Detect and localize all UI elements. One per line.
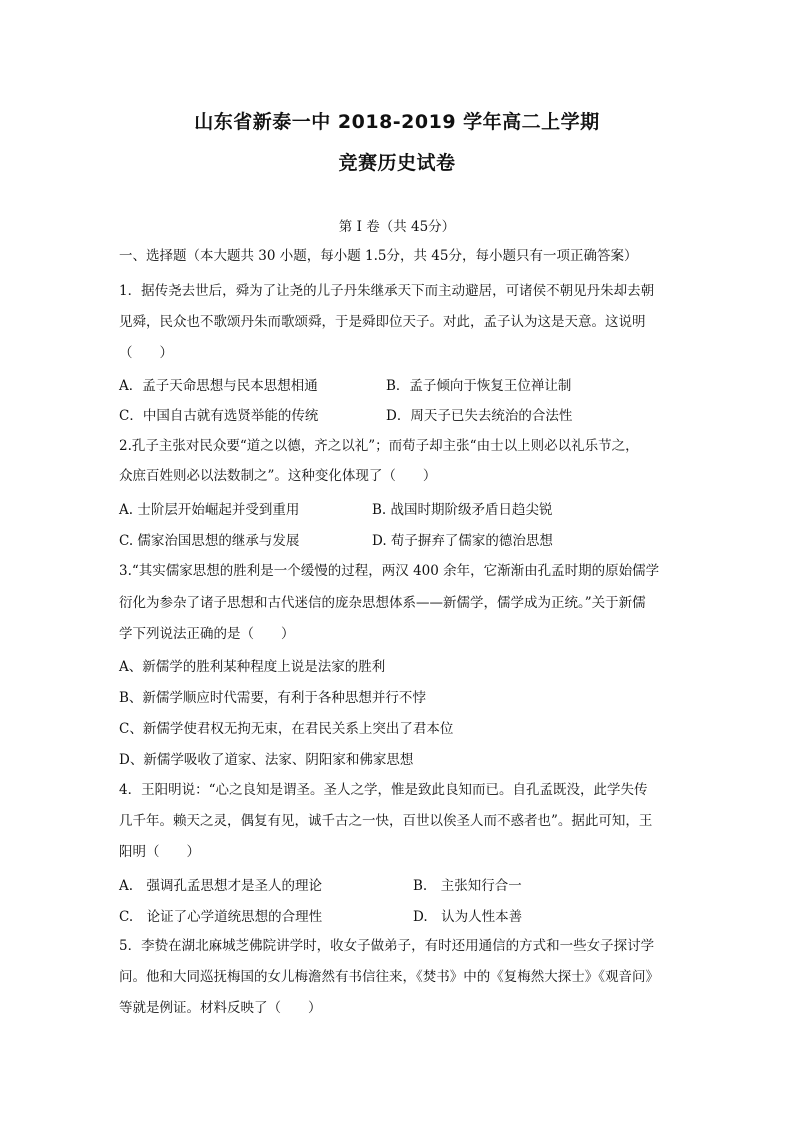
- question-2-option-b: B. 战国时期阶级矛盾日趋尖锐: [372, 502, 553, 518]
- question-5-line-3: 等就是例证。材料反映了（ ）: [119, 1000, 322, 1016]
- volume-heading: 第 I 卷（共 45分）: [338, 219, 456, 235]
- question-3-option-b: B、新儒学顺应时代需要，有利于各种思想并行不悖: [119, 690, 426, 706]
- question-3-option-a: A、新儒学的胜利某种程度上说是法家的胜利: [119, 659, 386, 675]
- section-instruction: 一、选择题（本大题共 30 小题，每小题 1.5分，共 45分，每小题只有一项正确答案）: [119, 248, 638, 264]
- question-4-line-3: 阳明（ ）: [119, 844, 200, 860]
- question-1-option-d: D．周天子已失去统治的合法性: [386, 408, 573, 424]
- question-4-option-a: A. 强调孔孟思想才是圣人的理论: [119, 878, 323, 894]
- question-3-option-c: C、新儒学使君权无拘无束，在君民关系上突出了君本位: [119, 721, 454, 737]
- question-2-option-a: A. 士阶层开始崛起并受到重用: [119, 502, 300, 518]
- question-4-line-1: 4．王阳明说：“心之良知是谓圣。圣人之学，惟是致此良知而已。自孔孟既没，此学失传: [119, 782, 648, 798]
- question-1-option-b: B．孟子倾向于恢复王位禅让制: [386, 378, 572, 394]
- exam-title: 山东省新泰一中 2018-2019 学年高二上学期: [194, 111, 600, 133]
- question-2-line-2: 众庶百姓则必以法数制之”。这种变化体现了（ ）: [119, 468, 437, 484]
- question-1-option-a: A．孟子天命思想与民本思想相通: [119, 378, 318, 394]
- question-3-line-1: 3.“其实儒家思想的胜利是一个缓慢的过程，两汉 400 余年，它渐渐由孔孟时期的原始儒学: [119, 563, 660, 579]
- question-4-option-c: C. 论证了心学道统思想的合理性: [119, 909, 323, 925]
- question-2-option-d: D. 荀子摒弃了儒家的德治思想: [372, 533, 553, 549]
- question-2-line-1: 2.孔子主张对民众要“道之以德，齐之以礼”；而荀子却主张“由士以上则必以礼乐节之，: [119, 438, 639, 454]
- question-5-line-2: 问。他和大同巡抚梅国的女儿梅澹然有书信往来，《焚书》中的《复梅然大探士》《观音问》: [119, 969, 659, 985]
- question-3-line-3: 学下列说法正确的是（ ）: [119, 626, 295, 642]
- question-3-option-d: D、新儒学吸收了道家、法家、阴阳家和佛家思想: [119, 752, 414, 768]
- question-4-option-b: B. 主张知行合一: [413, 878, 522, 894]
- question-1-line-1: 1．据传尧去世后，舜为了让尧的儿子丹朱继承天下而主动避居，可诸侯不朝见丹朱却去朝: [119, 283, 655, 299]
- question-1-line-2: 见舜，民众也不歌颂丹朱而歌颂舜，于是舜即位天子。对此，孟子认为这是天意。这说明: [119, 314, 646, 330]
- question-4-line-2: 几千年。赖天之灵，偶复有见，诚千古之一快，百世以俟圣人而不惑者也”。据此可知，王: [119, 813, 653, 829]
- question-1-option-c: C．中国自古就有选贤举能的传统: [119, 408, 319, 424]
- question-1-line-3: （ ）: [119, 345, 173, 361]
- question-4-option-d: D. 认为人性本善: [413, 909, 523, 925]
- exam-subtitle: 竞赛历史试卷: [338, 152, 456, 174]
- question-2-option-c: C. 儒家治国思想的继承与发展: [119, 533, 300, 549]
- question-5-line-1: 5．李贽在湖北麻城芝佛院讲学时，收女子做弟子，有时还用通信的方式和一些女子探讨学: [119, 938, 655, 954]
- question-3-line-2: 衍化为参杂了诸子思想和古代迷信的庞杂思想体系——新儒学，儒学成为正统。”关于新儒: [119, 595, 646, 611]
